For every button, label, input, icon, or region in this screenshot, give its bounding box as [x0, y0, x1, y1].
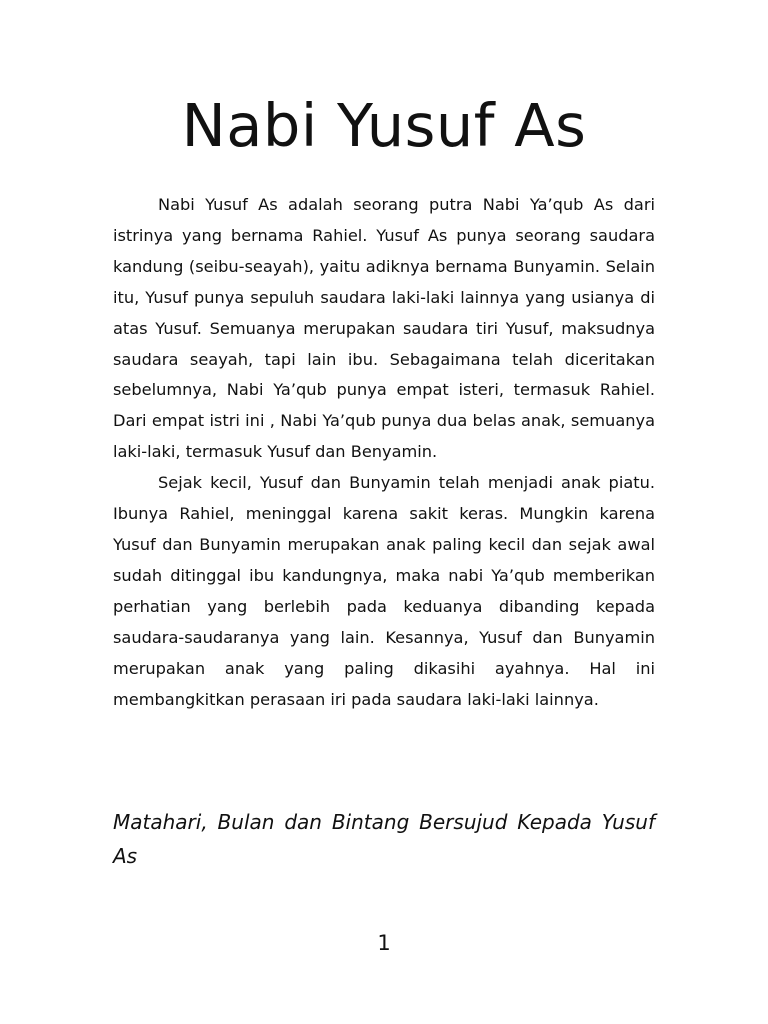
paragraph: Nabi Yusuf As adalah seorang putra Nabi Ya’qub As dari istrinya yang bernama Rahiel. Yusuf As punya seorang saudara kandung (seibu-seayah), yaitu adiknya bernama Bunyamin. Selain itu, Yusuf punya sepuluh saudara laki-laki lainnya yang usianya di atas Yusuf. Semuanya merupakan saudara tiri Yusuf, maksudnya saudara seayah, tapi lain ibu. Sebagaimana telah diceritakan sebelumnya, Nabi Ya’qub punya empat isteri, termasuk Rahiel. Dari empat istri ini , Nabi Ya’qub punya dua belas anak, semuanya laki-laki, termasuk Yusuf dan Benyamin.: [113, 195, 655, 462]
section-heading: Matahari, Bulan dan Bintang Bersujud Kepada Yusuf As: [113, 810, 655, 868]
body-text: [113, 190, 655, 715]
page-number: 1: [377, 931, 391, 955]
paragraph: Sejak kecil, Yusuf dan Bunyamin telah menjadi anak piatu. Ibunya Rahiel, meninggal karena sakit keras. Mungkin karena Yusuf dan Bunyamin merupakan anak paling kecil dan sejak awal sudah ditinggal ibu kandungnya, maka nabi Ya’qub memberikan perhatian yang berlebih pada keduanya dibanding kepada saudara-saudaranya yang lain. Kesannya, Yusuf dan Bunyamin merupakan anak yang paling dikasihi ayahnya. Hal ini membangkitkan perasaan iri pada saudara laki-laki lainnya.: [113, 473, 655, 709]
page-title: Nabi Yusuf As: [181, 91, 587, 160]
